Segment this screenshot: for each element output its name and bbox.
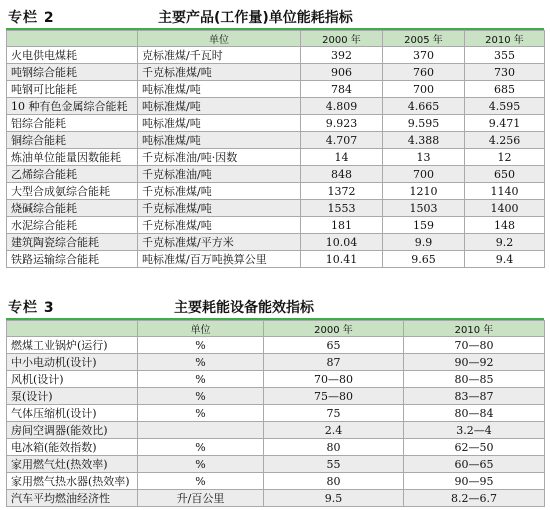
table-row [7, 490, 545, 507]
unit-cell: 千克标准煤/吨 [138, 64, 301, 81]
column-header: 2010 年 [465, 31, 545, 47]
value-cell: 4.388 [383, 132, 465, 149]
table-row [7, 456, 545, 473]
unit-cell [138, 422, 264, 439]
indicator-name-cell: 房间空调器(能效比) [7, 422, 138, 439]
indicator-name-cell: 大型合成氨综合能耗 [7, 183, 138, 200]
table-row [7, 405, 545, 422]
unit-cell: 吨标准煤/吨 [138, 115, 301, 132]
table-row [7, 473, 545, 490]
unit-cell: % [138, 354, 264, 371]
indicator-name-cell: 10 种有色金属综合能耗 [7, 98, 138, 115]
indicator-name-cell: 吨钢可比能耗 [7, 81, 138, 98]
value-cell: 65 [264, 337, 404, 354]
energy-consumption-table [6, 30, 545, 268]
value-cell: 700 [383, 166, 465, 183]
panel-2-title: 主要产品(工作量)单位能耗指标 [158, 10, 353, 26]
panel-2-label: 专栏 2 [8, 10, 55, 26]
unit-cell: 千克标准油/吨 [138, 166, 301, 183]
table-row [7, 132, 545, 149]
value-cell: 159 [383, 217, 465, 234]
table-row [7, 337, 545, 354]
value-cell: 650 [465, 166, 545, 183]
table-row [7, 47, 545, 64]
table-row [7, 251, 545, 268]
indicator-name-cell: 吨钢综合能耗 [7, 64, 138, 81]
indicator-name-cell: 铝综合能耗 [7, 115, 138, 132]
table-row [7, 439, 545, 456]
value-cell: 70—80 [404, 337, 545, 354]
value-cell: 148 [465, 217, 545, 234]
indicator-name-cell: 铜综合能耗 [7, 132, 138, 149]
unit-cell: % [138, 405, 264, 422]
column-header: 单位 [138, 321, 264, 337]
table-row [7, 422, 545, 439]
panel-3-label: 专栏 3 [8, 300, 55, 316]
value-cell: 80 [264, 473, 404, 490]
indicator-name-cell: 炼油单位能量因数能耗 [7, 149, 138, 166]
table-row [7, 354, 545, 371]
value-cell: 1140 [465, 183, 545, 200]
value-cell: 55 [264, 456, 404, 473]
value-cell: 370 [383, 47, 465, 64]
indicator-name-cell: 铁路运输综合能耗 [7, 251, 138, 268]
panel-3 [6, 296, 544, 507]
value-cell: 9.923 [301, 115, 383, 132]
unit-cell: 克标准煤/千瓦时 [138, 47, 301, 64]
table-row [7, 149, 545, 166]
value-cell: 848 [301, 166, 383, 183]
value-cell: 80 [264, 439, 404, 456]
table-row [7, 166, 545, 183]
column-header: 单位 [138, 31, 301, 47]
column-header [7, 31, 138, 47]
value-cell: 4.809 [301, 98, 383, 115]
table-row [7, 183, 545, 200]
panel-2 [6, 6, 544, 268]
value-cell: 9.5 [264, 490, 404, 507]
table-row [7, 234, 545, 251]
value-cell: 730 [465, 64, 545, 81]
value-cell: 1210 [383, 183, 465, 200]
column-header: 2005 年 [383, 31, 465, 47]
unit-cell: 千克标准煤/吨 [138, 217, 301, 234]
value-cell: 2.4 [264, 422, 404, 439]
value-cell: 80—85 [404, 371, 545, 388]
value-cell: 784 [301, 81, 383, 98]
value-cell: 60—65 [404, 456, 545, 473]
indicator-name-cell: 乙烯综合能耗 [7, 166, 138, 183]
value-cell: 181 [301, 217, 383, 234]
table-row [7, 371, 545, 388]
column-header: 2000 年 [301, 31, 383, 47]
indicator-name-cell: 燃煤工业锅炉(运行) [7, 337, 138, 354]
table-row [7, 98, 545, 115]
table-row [7, 217, 545, 234]
value-cell: 83—87 [404, 388, 545, 405]
table-row [7, 388, 545, 405]
column-header [7, 321, 138, 337]
value-cell: 4.707 [301, 132, 383, 149]
value-cell: 1400 [465, 200, 545, 217]
unit-cell: 千克标准煤/吨 [138, 183, 301, 200]
indicator-name-cell: 家用燃气灶(热效率) [7, 456, 138, 473]
value-cell: 4.665 [383, 98, 465, 115]
value-cell: 9.471 [465, 115, 545, 132]
value-cell: 1372 [301, 183, 383, 200]
unit-cell: 吨标准煤/吨 [138, 98, 301, 115]
value-cell: 392 [301, 47, 383, 64]
value-cell: 1553 [301, 200, 383, 217]
unit-cell: 吨标准煤/百万吨换算公里 [138, 251, 301, 268]
unit-cell: % [138, 456, 264, 473]
table-row [7, 81, 545, 98]
unit-cell: 千克标准煤/吨 [138, 200, 301, 217]
table-row [7, 200, 545, 217]
indicator-name-cell: 烧碱综合能耗 [7, 200, 138, 217]
value-cell: 80—84 [404, 405, 545, 422]
unit-cell: 升/百公里 [138, 490, 264, 507]
value-cell: 9.4 [465, 251, 545, 268]
value-cell: 75—80 [264, 388, 404, 405]
unit-cell: % [138, 337, 264, 354]
unit-cell: % [138, 473, 264, 490]
value-cell: 70—80 [264, 371, 404, 388]
value-cell: 9.9 [383, 234, 465, 251]
value-cell: 906 [301, 64, 383, 81]
value-cell: 90—95 [404, 473, 545, 490]
value-cell: 700 [383, 81, 465, 98]
panel-3-title: 主要耗能设备能效指标 [174, 300, 314, 316]
unit-cell: % [138, 371, 264, 388]
value-cell: 3.2—4 [404, 422, 545, 439]
value-cell: 760 [383, 64, 465, 81]
column-header: 2010 年 [404, 321, 545, 337]
value-cell: 685 [465, 81, 545, 98]
indicator-name-cell: 气体压缩机(设计) [7, 405, 138, 422]
unit-cell: 千克标准煤/平方米 [138, 234, 301, 251]
indicator-name-cell: 风机(设计) [7, 371, 138, 388]
panel-2-header [6, 6, 544, 28]
table-header-row [7, 321, 545, 337]
value-cell: 14 [301, 149, 383, 166]
unit-cell: % [138, 439, 264, 456]
value-cell: 87 [264, 354, 404, 371]
unit-cell: 吨标准煤/吨 [138, 132, 301, 149]
value-cell: 12 [465, 149, 545, 166]
value-cell: 4.256 [465, 132, 545, 149]
indicator-name-cell: 火电供电煤耗 [7, 47, 138, 64]
indicator-name-cell: 建筑陶瓷综合能耗 [7, 234, 138, 251]
value-cell: 355 [465, 47, 545, 64]
value-cell: 9.2 [465, 234, 545, 251]
value-cell: 62—50 [404, 439, 545, 456]
unit-cell: 吨标准煤/吨 [138, 81, 301, 98]
value-cell: 4.595 [465, 98, 545, 115]
value-cell: 9.65 [383, 251, 465, 268]
value-cell: 75 [264, 405, 404, 422]
table-row [7, 115, 545, 132]
column-header: 2000 年 [264, 321, 404, 337]
table-row [7, 64, 545, 81]
indicator-name-cell: 泵(设计) [7, 388, 138, 405]
value-cell: 1503 [383, 200, 465, 217]
value-cell: 8.2—6.7 [404, 490, 545, 507]
indicator-name-cell: 中小电动机(设计) [7, 354, 138, 371]
indicator-name-cell: 家用燃气热水器(热效率) [7, 473, 138, 490]
table-header-row [7, 31, 545, 47]
value-cell: 9.595 [383, 115, 465, 132]
value-cell: 13 [383, 149, 465, 166]
indicator-name-cell: 电冰箱(能效指数) [7, 439, 138, 456]
equipment-efficiency-table [6, 320, 545, 507]
indicator-name-cell: 汽车平均燃油经济性 [7, 490, 138, 507]
unit-cell: % [138, 388, 264, 405]
value-cell: 10.41 [301, 251, 383, 268]
unit-cell: 千克标准油/吨·因数 [138, 149, 301, 166]
panel-3-header [6, 296, 544, 318]
indicator-name-cell: 水泥综合能耗 [7, 217, 138, 234]
value-cell: 10.04 [301, 234, 383, 251]
value-cell: 90—92 [404, 354, 545, 371]
